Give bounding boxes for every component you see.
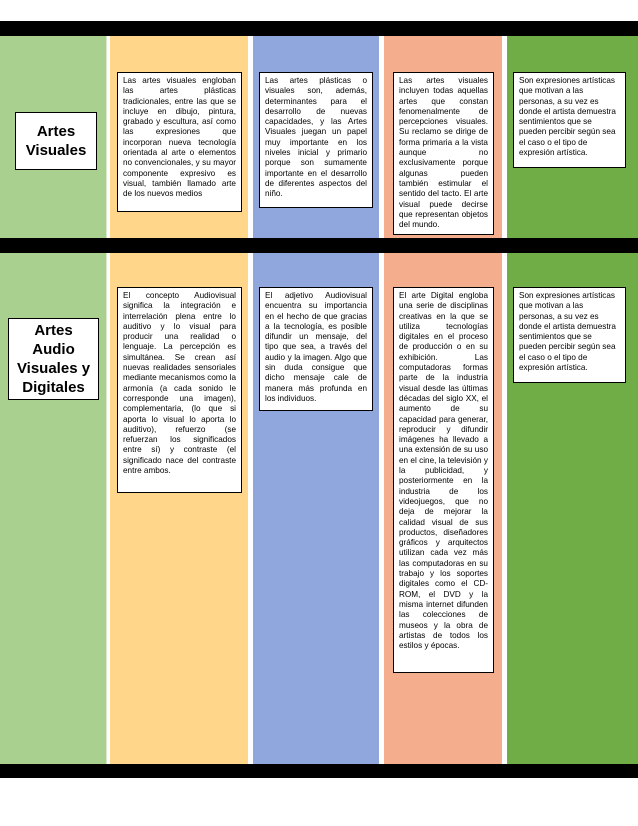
bottom-divider [0, 764, 638, 778]
row-label-line: Artes [34, 322, 73, 339]
row-label-line: Visuales y [16, 360, 91, 377]
row-label-line: Artes [36, 123, 76, 140]
cell-audiovisual-importancia: El adjetivo Audiovisual encuentra su importancia en el hecho de que gracias a la tecnología, es posible difundir un mensaje, del tipo que sea, a través del audio y la imagen. Algo que sin duda consigue que dicho mensaje cale de manera más profunda en los individuos. [259, 287, 373, 411]
row-label-line: Digitales [22, 379, 85, 396]
row-label-line: Audio [32, 341, 75, 358]
row-label-artes-audiovisuales-digitales [8, 318, 99, 400]
cell-artes-visuales-expresiones: Son expresiones artísticas que motivan a las personas, a su vez es donde el artista demuestra sentimientos que se pueden percibir según sea el caso o el tipo de expresión artística. [513, 72, 626, 168]
top-divider [0, 21, 638, 36]
cell-artes-visuales-percepcion: Las artes visuales incluyen todas aquellas artes que constan fenomenalmente de percepciones visuales. Su reclamo se dirige de forma primaria a la vista aunque no exclusivamente porque algunas pueden también estimular el sentido del tacto. El arte visual puede decirse que representan objetos del mundo. [393, 72, 494, 235]
row-label-artes-visuales [15, 112, 97, 170]
middle-divider [0, 238, 638, 253]
cell-artes-visuales-importancia: Las artes plásticas o visuales son, además, determinantes para el desarrollo de nuevas capacidades, y las Artes Visuales juegan un papel muy importante en los niveles inicial y primario porque son sumamente importante en el desarrollo de diferentes aspectos del niño. [259, 72, 373, 208]
cell-artes-visuales-definicion: Las artes visuales engloban las artes plásticas tradicionales, entre las que se incluye en dibujo, pintura, grabado y escultura, así como las expresiones que incorporan nueva tecnología orientada al arte o elementos no convencionales, y su mayor componente expresivo es visual, también llamado arte de los nuevos medios [117, 72, 242, 212]
cell-audiovisual-expresiones: Son expresiones artísticas que motivan a las personas, a su vez es donde el artista demuestra sentimientos que se pueden percibir según sea el caso o el tipo de expresión artística. [513, 287, 626, 383]
cell-arte-digital: El arte Digital engloba una serie de disciplinas creativas en la que se utiliza tecnologías digitales en el proceso de producción o en su exhibición. Las computadoras formas parte de la industria visual desde las últimas décadas del siglo XX, el aumento de su capacidad para generar, reproducir y difundir imágenes ha llevado a una extensión de su uso en el cine, la televisión y la publicidad, y posteriormente en la industria de los videojuegos, que no deja de mejorar la calidad visual de sus productos, diseñadores gráficos y arquitectos utilizan cada vez más las computadoras en su trabajo y los soportes digitales como el CD-ROM, el DVD y la misma internet difunden las colecciones de museos y la obra de artistas de todos los estilos y épocas. [393, 287, 494, 673]
row-label-line: Visuales [25, 142, 87, 159]
cell-audiovisual-concepto: El concepto Audiovisual significa la integración e interrelación plena entre lo auditivo y lo visual para producir una realidad o lenguaje. La percepción es simultánea. Se crean así nuevas realidades sensoriales mediante mecanismos como la armonía (a cada sonido le corresponde una imagen), complementaria, (lo que si aporta lo visual lo aporta lo auditivo), refuerzo (se refuerzan los significados entre sí) y contraste (el significado nace del contraste entre ambos. [117, 287, 242, 493]
